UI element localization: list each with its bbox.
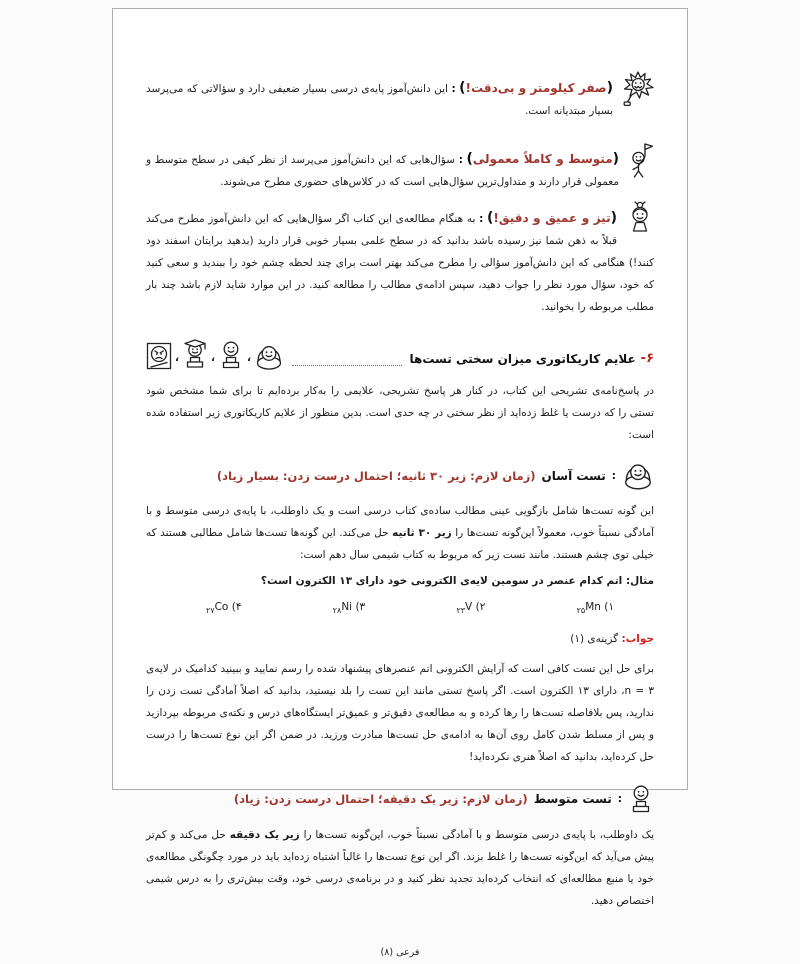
option-1-symbol: Mn xyxy=(585,601,601,613)
option-3-atomic-number: ۲۸ xyxy=(332,606,342,616)
legend-sharp-title: تیز و عمیق و دقیق! xyxy=(493,211,611,225)
legend-sharp-paragraph xyxy=(146,207,654,318)
flag-kid-cartoon-icon xyxy=(628,142,654,180)
page-footer xyxy=(146,942,654,964)
option-1 xyxy=(577,596,614,622)
colon: : xyxy=(458,154,463,166)
option-1-element xyxy=(576,601,601,616)
relaxed-face-icon xyxy=(254,344,284,370)
option-1-atomic-number: ۲۵ xyxy=(576,606,586,616)
medium-test-body-bold: زیر یک دقیقه xyxy=(229,829,300,842)
option-2 xyxy=(456,596,485,622)
easy-test-body-p1: این گونه تست‌ها شامل بازگویی عینی مطالب ساده‌ی کتاب درسی است و یک داوطلب، با پایه‌ی درسی متوسط و با آمادگی نسبتاً خوب، معمولاً این‌گونه تست‌ها را xyxy=(146,505,654,539)
medium-test-header xyxy=(146,784,654,814)
example-question-text: اتم کدام عنصر در سومین لایه‌ی الکترونی خود دارای ۱۳ الکترون است؟ xyxy=(260,575,626,587)
easy-test-subtitle: (زمان لازم: زیر ۳۰ ثانیه؛ احتمال درست زدن: بسیار زیاد) xyxy=(216,469,536,483)
option-3-symbol: Ni xyxy=(341,601,353,613)
option-3-element xyxy=(332,601,353,616)
paren-close: ) xyxy=(466,151,473,167)
answer-options-row xyxy=(146,594,654,622)
option-4-atomic-number: ۲۷ xyxy=(206,606,215,616)
option-4-number: ۴) xyxy=(231,601,242,613)
medium-test-body-p1: یک داوطلب، با پایه‌ی درسی متوسط و با آمادگی نسبتاً خوب، این‌گونه تست‌ها را xyxy=(299,829,655,842)
colon: : xyxy=(479,213,484,225)
paren-close: ) xyxy=(487,210,494,226)
comma: ، xyxy=(247,352,251,364)
option-3-number: ۳) xyxy=(355,601,366,613)
section6-title: علایم کاریکاتوری میزان سختی تست‌ها xyxy=(409,352,636,366)
option-2-atomic-number: ۲۳ xyxy=(456,606,466,616)
page-content xyxy=(113,9,687,964)
easy-test-body-p2: حل می‌کند. این گونه‌ها تست‌ها شامل مطالبی هستند که خیلی توی چشم هستند. مانند تست زیر که مربوط به کتاب شیمی سال دهم است: xyxy=(146,527,654,561)
paren-open: ( xyxy=(610,210,617,226)
medium-test-body-p2: حل می‌کند و کم‌تر پیش می‌آید که این‌گونه تست‌ها را غلط بزند. اگر این نوع تست‌ها را غالباً اشتباه زده‌اید باید در مورد چگونگی مطالعه‌ی خود یا منبع مطالعه‌ای که انتخاب کرده‌اید تجدید نظر کنید و در برنامه‌ی درسی خود، وقت بیش‌تری را به درس شیمی اختصاص دهید. xyxy=(146,829,654,908)
option-4 xyxy=(206,596,241,622)
legend-sharp-body: به هنگام مطالعه‌ی این کتاب اگر سؤال‌هایی که این دانش‌آموز مطرح می‌کند قبلاً به ذهن شما نیز رسیده باشد بدانید که در سطح علمی بسیار خوبی قرار دارید (بدهید برایتان اسفند دود کنند!) هنگامی که این دانش‌آموز سؤالی را مطرح می‌کند بهتر است برای چند لحظه چشم خود را ببندید و سعی کنید که خود، سؤال مورد نظر را جواب دهید، سپس ادامه‌ی مطالب را مطالعه کنید. در این موارد شاید لازم باشد چند بار مطلب مربوطه را بخوانید. xyxy=(146,213,654,313)
dotted-leader xyxy=(292,364,402,366)
legend-block-zero-km xyxy=(146,77,654,122)
legend-block-sharp xyxy=(146,207,654,318)
section6-header xyxy=(146,338,654,370)
relaxed-face-icon xyxy=(622,462,654,490)
legend-average-title: متوسط و کاملاً معمولی xyxy=(472,152,613,166)
legend-average-paragraph xyxy=(146,148,654,193)
option-3 xyxy=(333,596,365,622)
paren-open: ( xyxy=(612,151,620,167)
medium-test-label: تست متوسط xyxy=(533,792,612,807)
comma: ، xyxy=(211,352,215,364)
medium-test-subtitle: (زمان لازم: زیر یک دقیقه؛ احتمال درست زدن: زیاد) xyxy=(233,792,528,807)
colon: : xyxy=(611,470,616,482)
legend-average-body: سؤال‌هایی که این دانش‌آموز می‌پرسد از نظر کیفی در سطح متوسط و معمولی قرار دارند و متداول‌ترین سؤال‌هایی است که در کلاس‌های حضوری مطرح می‌شوند. xyxy=(146,154,619,188)
easy-test-label: تست آسان xyxy=(541,469,606,483)
difficulty-icons-row xyxy=(146,338,284,370)
smiley-on-podium-icon xyxy=(218,340,244,370)
colon: : xyxy=(451,83,456,95)
colon: : xyxy=(617,793,622,806)
legend-zero-km-body: این دانش‌آموز پایه‌ی درسی بسیار ضعیفی دارد و سؤالاتی که می‌پرسد بسیار مبتدیانه است. xyxy=(146,83,613,117)
option-1-number: ۱) xyxy=(604,601,614,613)
example-question xyxy=(146,570,654,592)
paren-open: ( xyxy=(606,80,613,96)
legend-zero-km-title: صفر کیلومتر و بی‌دقت! xyxy=(465,81,607,95)
easy-test-header xyxy=(146,462,654,490)
answer-label: جواب: xyxy=(621,633,654,646)
answer-explanation: برای حل این تست کافی است که آرایش الکترونی اتم عنصرهای پیشنهاد شده را رسم نمایید و ببینید کدامیک در لایه‌ی n = ۳، دارای ۱۳ الکترون است. اگر پاسخ تستی مانند این تست را بلد نیستید، بدانید که اصلاً آمادگی تست زدن را ندارید، پس بلافاصله تست‌ها را رها کرده و به مطالعه‌ی دقیق‌تر و عمیق‌تر ایستگاه‌های درس و نکته‌ی مربوطه بپردازید و پس از مسلط شدن کامل روی آن‌ها به ادامه‌ی حل تست‌ها مبادرت ورزید. در ضمن اگر این نوع تست‌ها را درست حل کرده‌اید، بدانید که اصلاً هنری نکرده‌اید! xyxy=(146,663,654,764)
legend-zero-km-paragraph xyxy=(146,77,654,122)
section6-number: ۶- xyxy=(640,351,654,366)
comma: ، xyxy=(175,352,179,364)
devil-cartoon-icon xyxy=(622,71,654,107)
paren-close: ) xyxy=(459,80,466,96)
option-2-element xyxy=(456,601,473,616)
option-4-element xyxy=(206,601,229,616)
medium-test-body xyxy=(146,824,654,912)
girl-cartoon-icon xyxy=(626,201,654,235)
option-2-number: ۲) xyxy=(475,601,486,613)
answer-text: گزینه‌ی (۱) xyxy=(570,633,622,646)
easy-test-body xyxy=(146,500,654,566)
section6-intro: در پاسخ‌نامه‌ی تشریحی این کتاب، در کنار هر پاسخ تشریحی، علایمی را به‌کار برده‌ایم تا برای شما مشخص شود تستی را که درست یا غلط زده‌اید از نظر سختی در چه حدی است. بدین منظور از علایم کاریکاتوری زیر استفاده شده است: xyxy=(146,385,654,441)
smiley-on-podium-icon xyxy=(628,784,654,814)
footer-page-label: فرعی (۸) xyxy=(380,947,420,959)
answer-line xyxy=(146,628,654,650)
easy-test-body-bold: زیر ۳۰ ثانیه xyxy=(392,527,452,539)
angry-face-framed-icon xyxy=(146,342,172,370)
example-question-label: مثال: xyxy=(625,575,654,587)
legend-block-average xyxy=(146,148,654,193)
option-2-symbol: V xyxy=(465,601,473,613)
option-4-symbol: Co xyxy=(214,601,229,613)
graduate-on-podium-icon xyxy=(182,338,208,370)
document-page xyxy=(112,8,688,959)
